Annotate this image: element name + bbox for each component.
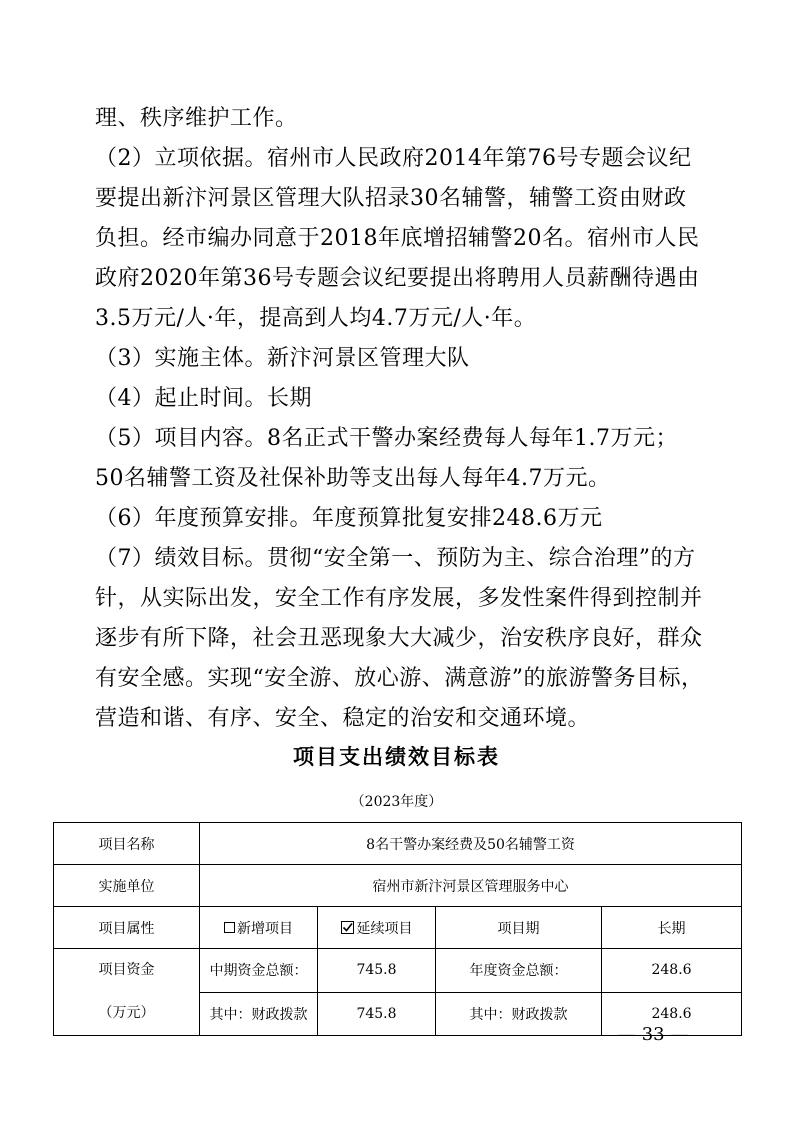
paragraph-duration: （4）起止时间。长期: [95, 386, 312, 411]
paragraph-content: （5）项目内容。8名正式干警办案经费每人每年1.7万元；50名辅警工资及社保补助等支出每人每年4.7万元。: [95, 426, 678, 491]
project-fund-label-line2: （万元）: [98, 1005, 155, 1021]
paragraph-implementer: （3）实施主体。新汴河景区管理大队: [95, 346, 470, 371]
mid-fiscal-value: 745.8: [318, 992, 436, 1036]
attribute-continue-option[interactable]: [318, 907, 436, 949]
paragraph-budget: （6）年度预算安排。年度预算批复安排248.6万元: [95, 506, 603, 531]
project-attribute-label: 项目属性: [54, 907, 200, 949]
project-fund-label-line1: 项目资金: [98, 962, 155, 978]
page-number: — 33 —: [618, 1024, 689, 1045]
table-row: [54, 865, 742, 907]
table-subtitle: （2023年度）: [350, 794, 443, 810]
project-fund-label: [54, 949, 200, 1036]
implementing-unit-value: 宿州市新汴河景区管理服务中心: [200, 865, 742, 907]
annual-total-label: 年度资金总额：: [436, 949, 602, 993]
project-period-value: 长期: [602, 907, 742, 949]
performance-goal-table: [53, 822, 742, 1036]
mid-fiscal-label: 其中：财政拨款: [200, 992, 318, 1036]
implementing-unit-label: 实施单位: [54, 865, 200, 907]
annual-total-value: 248.6: [602, 949, 742, 993]
unchecked-box-icon[interactable]: [224, 922, 235, 933]
annual-fiscal-label: 其中：财政拨款: [436, 992, 602, 1036]
attribute-continue-label: 延续项目: [356, 920, 413, 937]
paragraph-continuation: 理、秩序维护工作。: [95, 106, 298, 131]
table-title: 项目支出绩效目标表: [293, 745, 500, 769]
checked-box-icon[interactable]: [341, 921, 354, 934]
table-row: [54, 949, 742, 993]
attribute-new-label: 新增项目: [237, 920, 293, 937]
project-name-label: 项目名称: [54, 823, 200, 865]
mid-total-value: 745.8: [318, 949, 436, 993]
attribute-new-option[interactable]: [200, 907, 318, 949]
mid-total-label: 中期资金总额：: [200, 949, 318, 993]
table-row: [54, 907, 742, 949]
paragraph-basis: （2）立项依据。宿州市人民政府2014年第76号专题会议纪要提出新汴河景区管理大队招录30名辅警，辅警工资由财政负担。经市编办同意于2018年底增招辅警20名。宿州市人民政府2020年第36号专题会议纪要提出将聘用人员薪酬待遇由3.5万元/人·年，提高到人均4.7万元/人·年。: [95, 146, 700, 331]
paragraph-goal: （7）绩效目标。贯彻“安全第一、预防为主、综合治理”的方针，从实际出发，安全工作有序发展，多发性案件得到控制并逐步有所下降，社会丑恶现象大大减少，治安秩序良好，群众有安全感。实现“安全游、放心游、满意游”的旅游警务目标，营造和谐、有序、安全、稳定的治安和交通环境。: [95, 546, 704, 731]
annual-fiscal-value: 248.6: [602, 992, 742, 1036]
project-period-label: 项目期: [436, 907, 602, 949]
project-name-value: 8名干警办案经费及50名辅警工资: [200, 823, 742, 865]
table-row: [54, 823, 742, 865]
